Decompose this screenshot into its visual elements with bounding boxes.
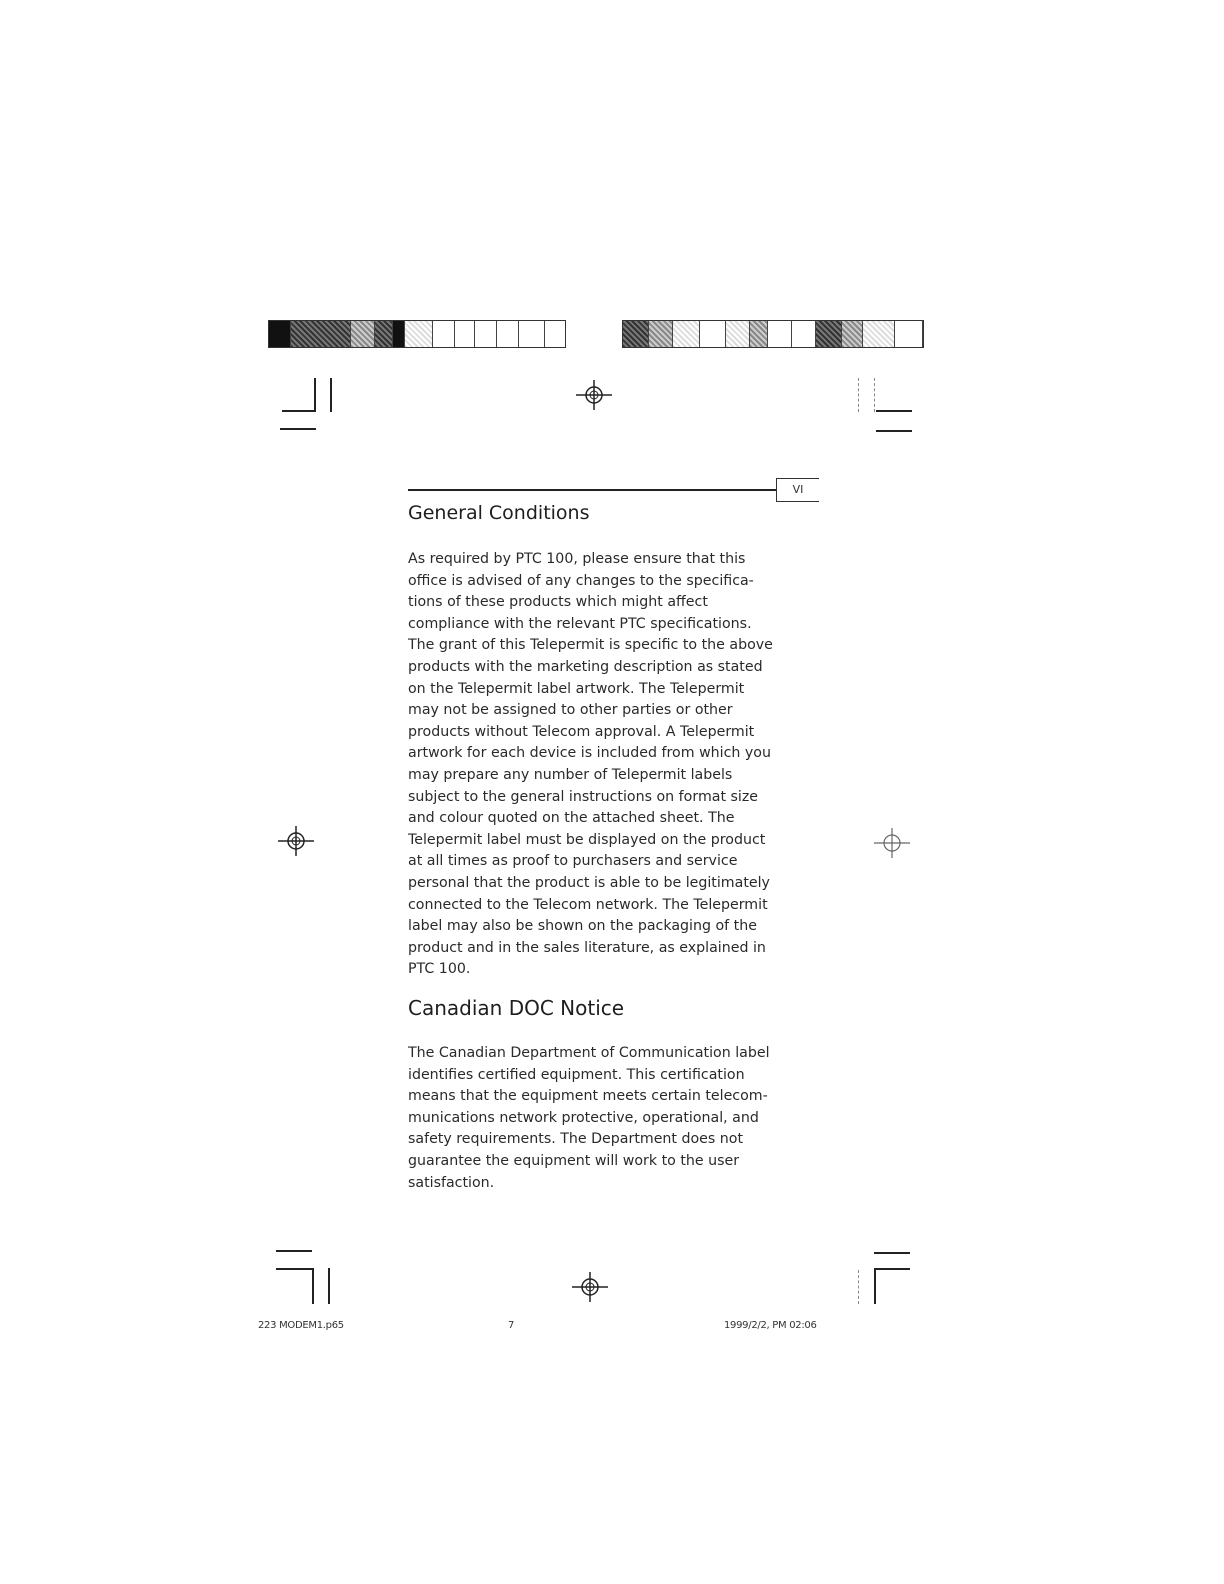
text-line: tions of these products which might affect (408, 594, 708, 611)
registration-target-icon (576, 380, 612, 410)
text-line: office is advised of any changes to the specifica- (408, 572, 754, 589)
text-line: at all times as proof to purchasers and service (408, 853, 738, 870)
footer-filename: 223 MODEM1.p65 (258, 1320, 344, 1331)
text-line: guarantee the equipment will work to the user (408, 1152, 740, 1169)
crop-mark (282, 410, 316, 412)
text-line: satisfaction. (408, 1174, 495, 1191)
text-line: As required by PTC 100, please ensure that this (408, 551, 746, 567)
text-line: means that the equipment meets certain telecom- (408, 1088, 768, 1105)
text-line: artwork for each device is included from which you (408, 745, 771, 762)
crop-mark (876, 410, 912, 412)
text-line: The grant of this Telepermit is specific to the above (408, 637, 773, 654)
text-line: PTC 100. (408, 961, 471, 978)
text-line: subject to the general instructions on format size (408, 788, 759, 805)
text-line: connected to the Telecom network. The Telepermit (408, 896, 768, 913)
page-number: VI (776, 478, 819, 502)
crop-mark (858, 1270, 859, 1304)
text-line: may prepare any number of Telepermit labels (408, 766, 733, 783)
text-line: munications network protective, operational, and (408, 1109, 759, 1126)
general-conditions-body (408, 549, 800, 981)
canadian-doc-notice-body (408, 1043, 800, 1194)
registration-target-icon (572, 1272, 608, 1302)
crop-mark (876, 430, 912, 432)
text-line: on the Telepermit label artwork. The Telepermit (408, 680, 745, 697)
text-line: safety requirements. The Department does not (408, 1131, 744, 1148)
text-line: products with the marketing description as stated (408, 658, 763, 675)
text-line: The Canadian Department of Communication label (408, 1045, 770, 1061)
crop-mark (312, 1268, 314, 1304)
registration-strip-right (622, 320, 924, 348)
crop-mark (330, 378, 332, 412)
crop-mark (328, 1268, 330, 1304)
text-line: identifies certified equipment. This certification (408, 1066, 745, 1083)
crop-mark (276, 1250, 312, 1252)
text-line: product and in the sales literature, as explained in (408, 939, 766, 956)
crop-mark (858, 378, 859, 412)
section-title-general-conditions: General Conditions (408, 502, 590, 524)
text-line: and colour quoted on the attached sheet. The (408, 810, 735, 827)
crop-mark (314, 378, 316, 412)
text-line: personal that the product is able to be legitimately (408, 874, 770, 891)
header-rule (408, 489, 776, 491)
section-title-canadian-doc-notice: Canadian DOC Notice (408, 996, 625, 1020)
crop-mark (874, 378, 875, 412)
crop-mark (874, 1268, 910, 1270)
text-line: label may also be shown on the packaging of the (408, 918, 757, 935)
registration-target-icon (874, 828, 910, 858)
footer-page: 7 (508, 1320, 515, 1331)
crop-mark (874, 1268, 876, 1304)
footer-timestamp: 1999/2/2, PM 02:06 (724, 1320, 817, 1331)
crop-mark (874, 1252, 910, 1254)
crop-mark (276, 1268, 312, 1270)
text-line: products without Telecom approval. A Telepermit (408, 723, 755, 740)
crop-mark (280, 428, 316, 430)
registration-target-icon (278, 826, 314, 856)
text-line: compliance with the relevant PTC specifications. (408, 615, 752, 632)
text-line: Telepermit label must be displayed on the product (408, 831, 766, 848)
registration-strip-left (268, 320, 566, 348)
text-line: may not be assigned to other parties or other (408, 702, 733, 719)
